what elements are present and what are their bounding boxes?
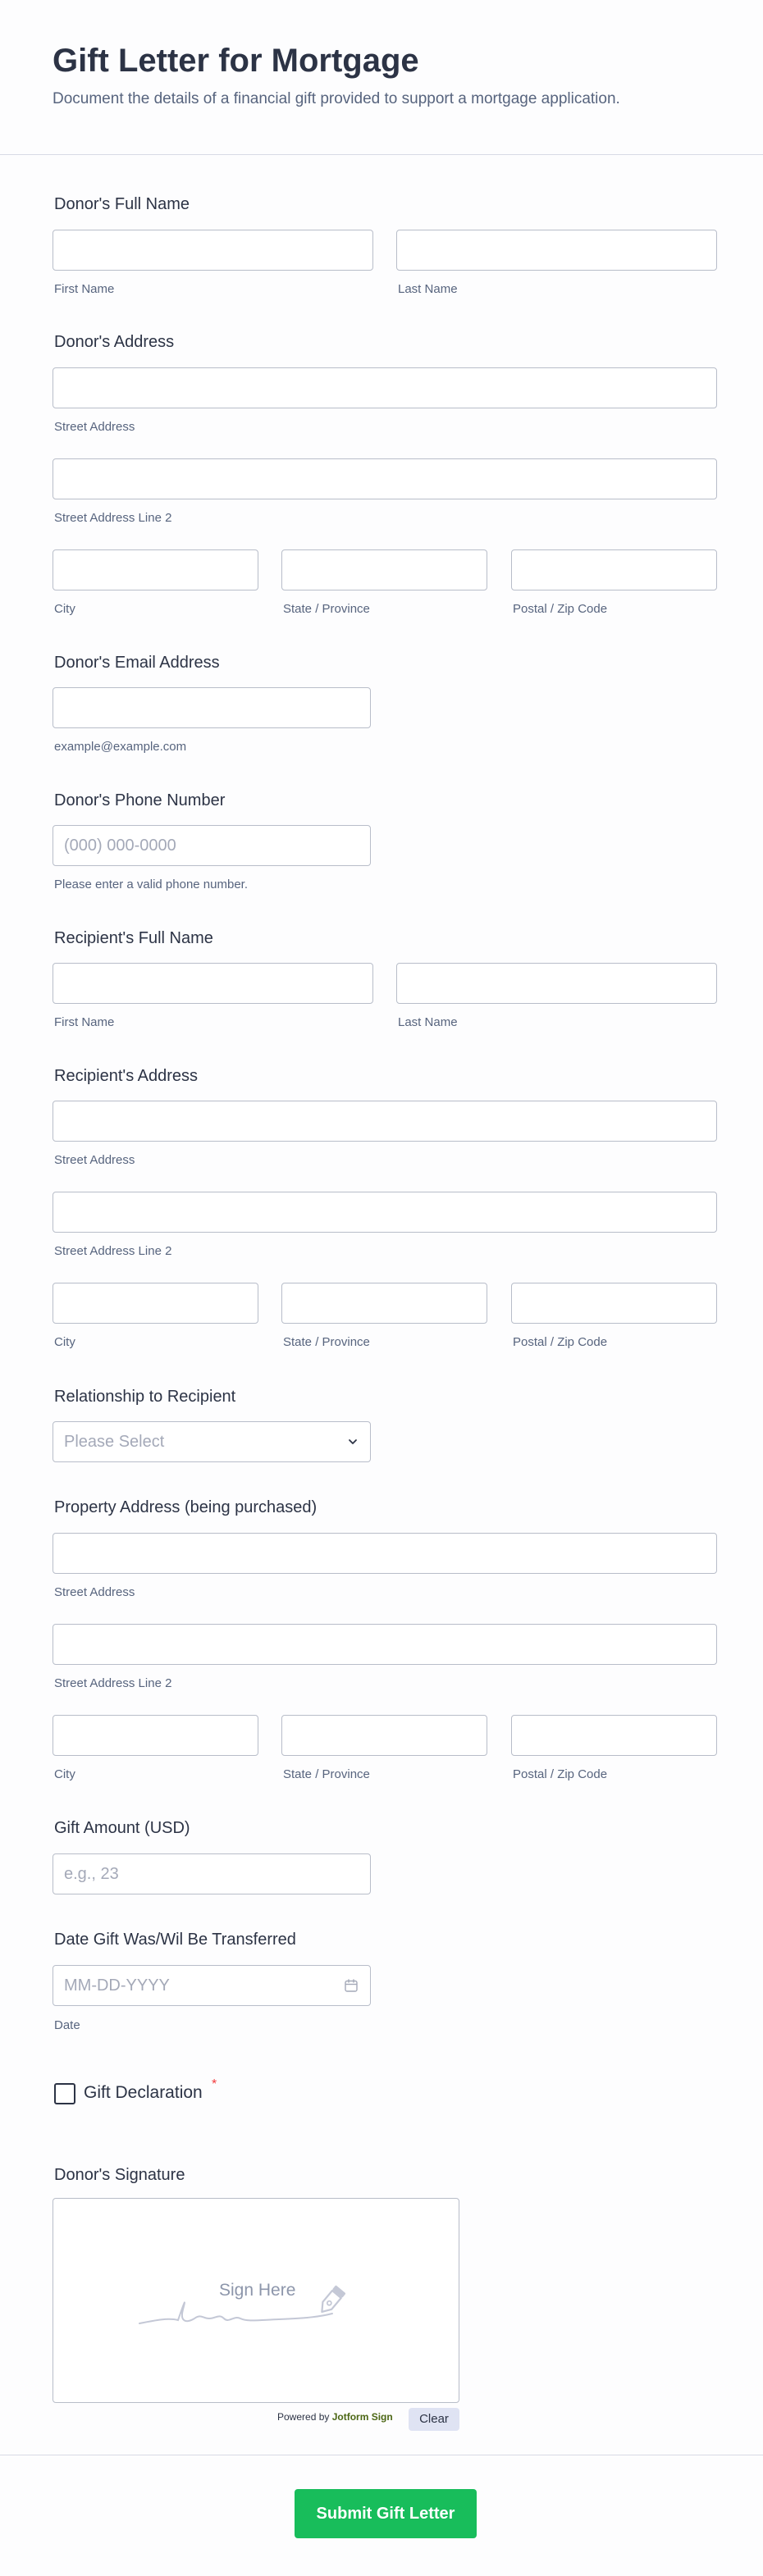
property-state-sublabel: State / Province: [283, 1767, 370, 1781]
donor-email-input[interactable]: [53, 687, 371, 728]
relationship-selected-value: Please Select: [64, 1433, 165, 1451]
donor-first-name-sublabel: First Name: [54, 282, 115, 296]
jotform-sign-brand[interactable]: Jotform Sign: [331, 2411, 393, 2423]
sign-here-prompt: Sign Here: [212, 2281, 302, 2300]
recipient-city-sublabel: City: [54, 1335, 75, 1349]
donor-last-name-input[interactable]: [396, 230, 717, 271]
recipient-street-sublabel: Street Address: [54, 1153, 135, 1167]
calendar-icon[interactable]: [344, 1978, 359, 1993]
recipient-state-input[interactable]: [281, 1283, 487, 1324]
recipient-name-label: Recipient's Full Name: [54, 929, 213, 947]
gift-date-sublabel: Date: [54, 2018, 80, 2032]
gift-amount-placeholder: e.g., 23: [64, 1865, 119, 1883]
property-street2-sublabel: Street Address Line 2: [54, 1676, 172, 1690]
submit-button[interactable]: Submit Gift Letter: [295, 2489, 477, 2538]
donor-state-input[interactable]: [281, 549, 487, 590]
donor-street-input[interactable]: [53, 367, 717, 408]
signature-pad[interactable]: [53, 2198, 459, 2403]
donor-email-sublabel: example@example.com: [54, 740, 187, 754]
header-divider: [0, 154, 763, 155]
relationship-label: Relationship to Recipient: [54, 1388, 236, 1406]
recipient-city-input[interactable]: [53, 1283, 258, 1324]
gift-amount-input[interactable]: [53, 1853, 371, 1894]
donor-street2-input[interactable]: [53, 458, 717, 499]
property-street-input[interactable]: [53, 1533, 717, 1574]
property-city-input[interactable]: [53, 1715, 258, 1756]
donor-city-sublabel: City: [54, 602, 75, 616]
property-state-input[interactable]: [281, 1715, 487, 1756]
property-street2-input[interactable]: [53, 1624, 717, 1665]
recipient-first-name-sublabel: First Name: [54, 1015, 115, 1029]
recipient-first-name-input[interactable]: [53, 963, 373, 1004]
gift-date-placeholder: MM-DD-YYYY: [64, 1976, 170, 1995]
required-asterisk: *: [212, 2077, 217, 2091]
donor-phone-input[interactable]: [53, 825, 371, 866]
property-street-sublabel: Street Address: [54, 1585, 135, 1599]
chevron-down-icon: [347, 1436, 359, 1448]
gift-amount-label: Gift Amount (USD): [54, 1819, 190, 1837]
donor-street2-sublabel: Street Address Line 2: [54, 511, 172, 525]
property-zip-sublabel: Postal / Zip Code: [513, 1767, 608, 1781]
page-subtitle: Document the details of a financial gift provided to support a mortgage application.: [53, 90, 620, 107]
donor-city-input[interactable]: [53, 549, 258, 590]
gift-declaration-checkbox[interactable]: [54, 2083, 75, 2104]
recipient-last-name-sublabel: Last Name: [398, 1015, 458, 1029]
recipient-street-input[interactable]: [53, 1101, 717, 1142]
clear-signature-button[interactable]: Clear: [409, 2408, 459, 2431]
donor-phone-label: Donor's Phone Number: [54, 791, 226, 809]
gift-date-input[interactable]: [53, 1965, 371, 2006]
donor-name-label: Donor's Full Name: [54, 195, 190, 213]
gift-declaration-label: Gift Declaration: [84, 2083, 203, 2102]
recipient-zip-sublabel: Postal / Zip Code: [513, 1335, 608, 1349]
donor-email-label: Donor's Email Address: [54, 654, 220, 672]
property-zip-input[interactable]: [511, 1715, 717, 1756]
signature-label: Donor's Signature: [54, 2166, 185, 2184]
property-address-label: Property Address (being purchased): [54, 1498, 318, 1516]
recipient-street2-sublabel: Street Address Line 2: [54, 1244, 172, 1258]
gift-date-label: Date Gift Was/Wil Be Transferred: [54, 1931, 296, 1949]
relationship-select[interactable]: [53, 1421, 371, 1462]
donor-phone-sublabel: Please enter a valid phone number.: [54, 878, 248, 891]
recipient-street2-input[interactable]: [53, 1192, 717, 1233]
recipient-zip-input[interactable]: [511, 1283, 717, 1324]
donor-first-name-input[interactable]: [53, 230, 373, 271]
donor-zip-input[interactable]: [511, 549, 717, 590]
property-city-sublabel: City: [54, 1767, 75, 1781]
donor-state-sublabel: State / Province: [283, 602, 370, 616]
powered-by-label: Powered by: [277, 2411, 330, 2423]
recipient-last-name-input[interactable]: [396, 963, 717, 1004]
donor-zip-sublabel: Postal / Zip Code: [513, 602, 608, 616]
recipient-state-sublabel: State / Province: [283, 1335, 370, 1349]
donor-phone-placeholder: (000) 000-0000: [64, 837, 176, 855]
powered-by-text: [277, 2411, 393, 2423]
donor-address-label: Donor's Address: [54, 333, 175, 351]
page-title: Gift Letter for Mortgage: [53, 43, 419, 79]
recipient-address-label: Recipient's Address: [54, 1067, 199, 1085]
donor-last-name-sublabel: Last Name: [398, 282, 458, 296]
donor-street-sublabel: Street Address: [54, 420, 135, 434]
